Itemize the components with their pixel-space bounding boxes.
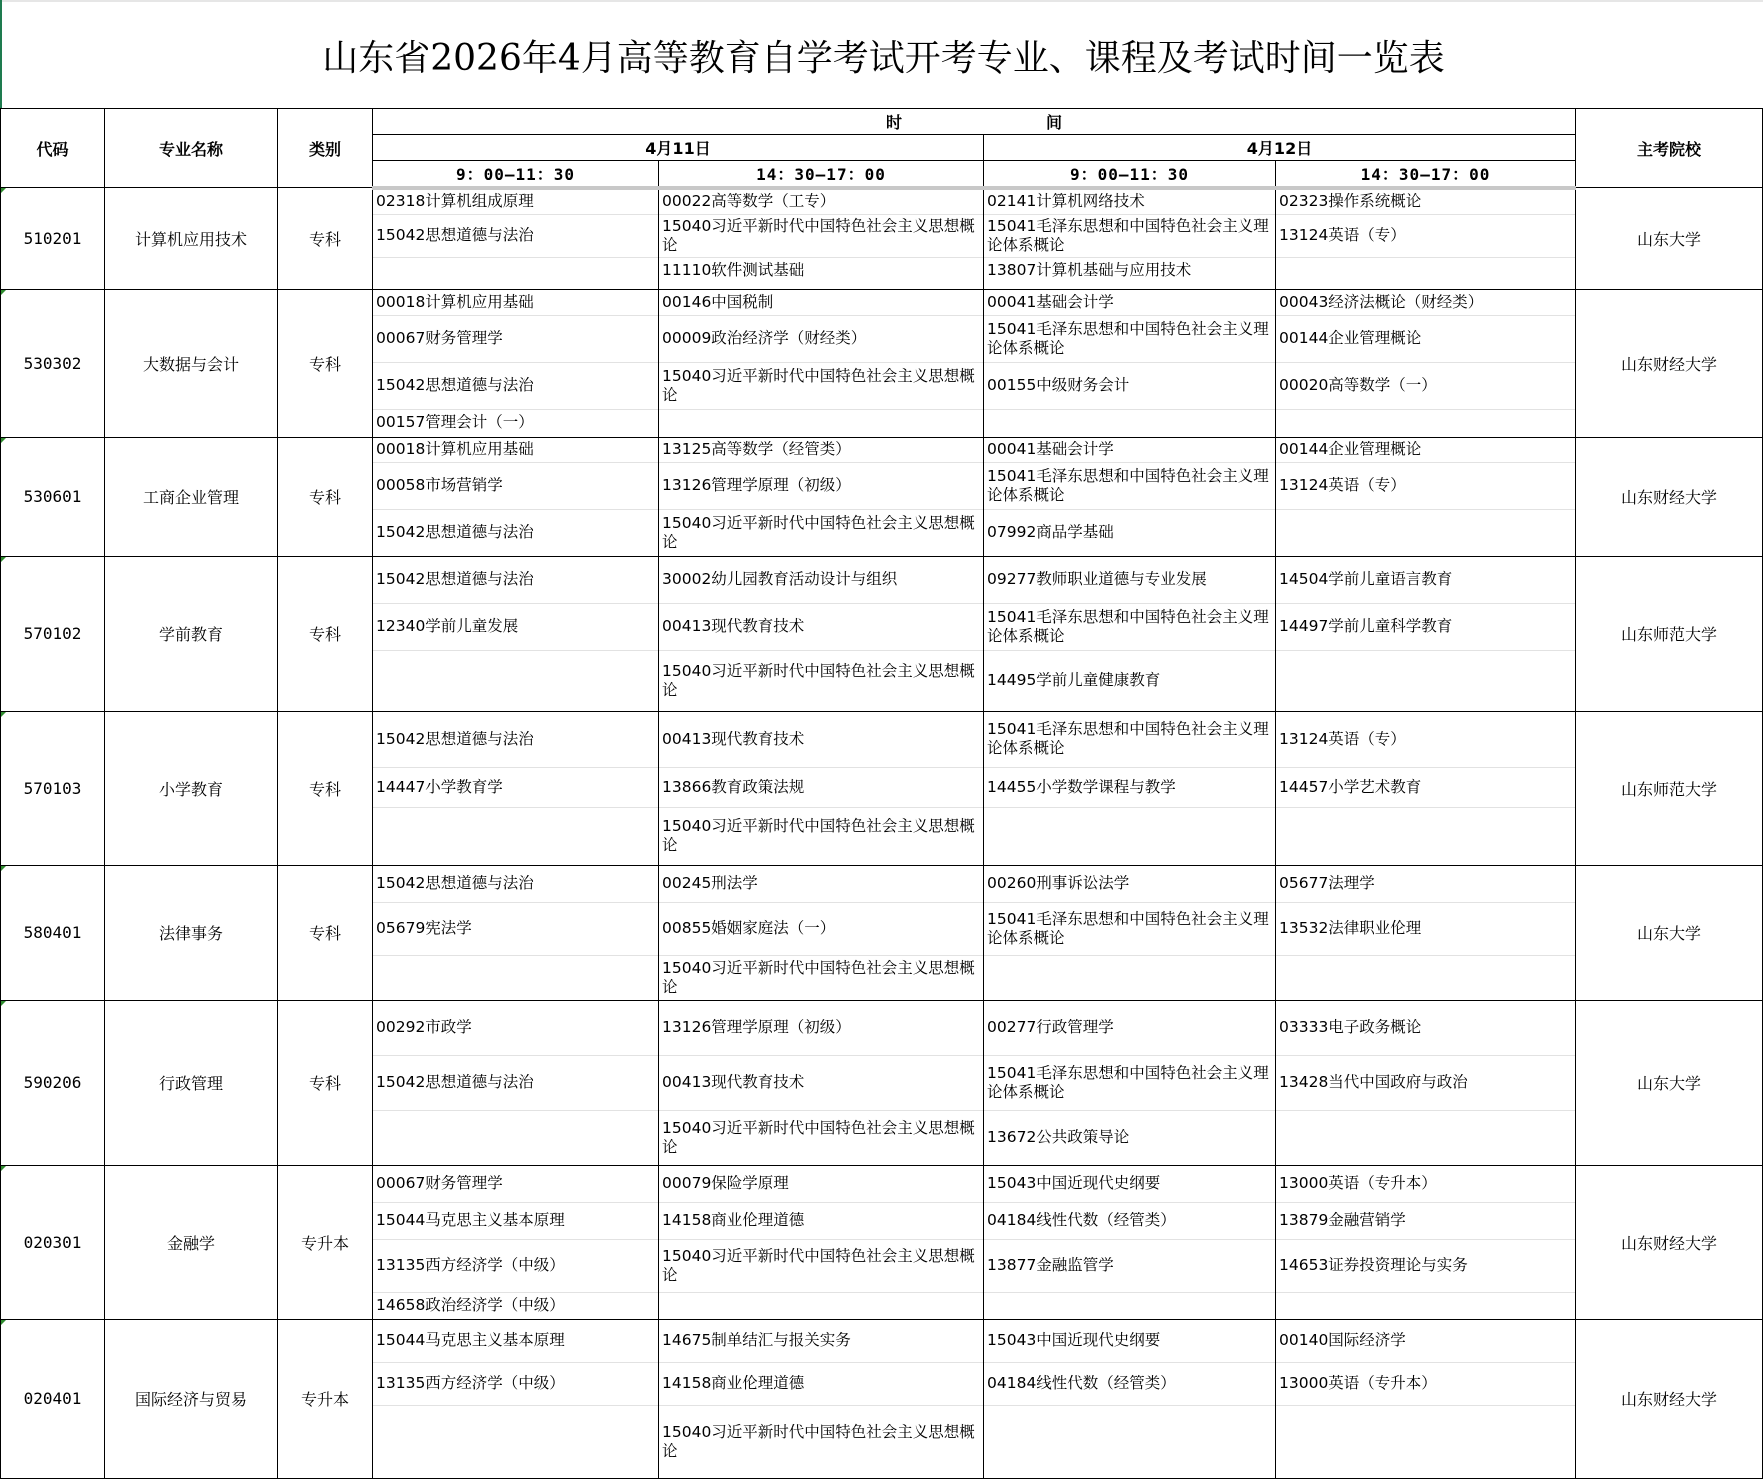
course-item: 13879金融营销学 bbox=[1276, 1203, 1575, 1240]
course-item: 09277教师职业道德与专业发展 bbox=[984, 557, 1275, 604]
course-list bbox=[373, 1320, 658, 1478]
slot-cell-apr12-pm bbox=[1276, 556, 1576, 711]
course-item: 13125高等数学（经管类） bbox=[659, 438, 983, 463]
slot-cell-apr11-pm bbox=[659, 1319, 984, 1478]
table-row bbox=[1, 188, 1763, 290]
course-item: 15040习近平新时代中国特色社会主义思想概论 bbox=[662, 816, 975, 854]
course-list bbox=[659, 1320, 983, 1478]
course-item: 02318计算机组成原理 bbox=[373, 190, 658, 215]
table-row bbox=[1, 865, 1763, 1000]
header-slot-apr12-am: 9：00—11：30 bbox=[984, 161, 1276, 188]
slot-cell-apr12-pm bbox=[1276, 188, 1576, 290]
course-list bbox=[373, 438, 658, 556]
major-category: 专科 bbox=[278, 188, 373, 290]
course-item: 15042思想道德与法治 bbox=[376, 523, 534, 541]
major-name: 金融学 bbox=[105, 1165, 278, 1319]
top-gridline bbox=[2, 0, 1763, 2]
course-item: 02323操作系统概论 bbox=[1276, 190, 1575, 215]
slot-cell-apr12-pm bbox=[1276, 1000, 1576, 1165]
course-item: 13866教育政策法规 bbox=[659, 768, 983, 808]
table-row bbox=[1, 556, 1763, 711]
course-item: 15042思想道德与法治 bbox=[373, 712, 658, 768]
major-name: 法律事务 bbox=[105, 865, 278, 1000]
course-item bbox=[373, 808, 658, 864]
exam-school: 山东师范大学 bbox=[1576, 556, 1763, 711]
course-list bbox=[373, 712, 658, 865]
course-item bbox=[373, 1111, 658, 1165]
course-item: 00144企业管理概论 bbox=[1276, 316, 1575, 363]
course-item: 00413现代教育技术 bbox=[659, 712, 983, 768]
course-item: 15042思想道德与法治 bbox=[373, 866, 658, 903]
exam-school: 山东大学 bbox=[1576, 188, 1763, 290]
exam-school: 山东大学 bbox=[1576, 865, 1763, 1000]
header-code: 代码 bbox=[1, 109, 105, 188]
course-item: 11110软件测试基础 bbox=[662, 260, 805, 279]
slot-cell-apr12-am bbox=[984, 1319, 1276, 1478]
major-name: 计算机应用技术 bbox=[105, 188, 278, 290]
course-item: 00020高等数学（一） bbox=[1276, 363, 1575, 410]
major-code: 510201 bbox=[1, 188, 105, 290]
slot-cell-apr11-am bbox=[373, 289, 659, 437]
course-list bbox=[1276, 1320, 1575, 1478]
slot-cell-apr11-am bbox=[373, 1319, 659, 1478]
course-item: 15041毛泽东思想和中国特色社会主义理论体系概论 bbox=[984, 215, 1275, 258]
major-name: 行政管理 bbox=[105, 1000, 278, 1165]
major-category: 专科 bbox=[278, 1000, 373, 1165]
major-code: 530601 bbox=[1, 437, 105, 556]
course-item: 02141计算机网络技术 bbox=[984, 190, 1275, 215]
course-item: 15044马克思主义基本原理 bbox=[373, 1320, 658, 1363]
course-item: 30002幼儿园教育活动设计与组织 bbox=[659, 557, 983, 604]
course-list bbox=[1276, 290, 1575, 437]
course-list bbox=[373, 190, 658, 289]
header-time: 时 间 bbox=[373, 109, 1576, 135]
course-item: 00041基础会计学 bbox=[984, 290, 1275, 316]
course-item bbox=[1276, 956, 1575, 1000]
course-item: 15042思想道德与法治 bbox=[373, 1056, 658, 1111]
course-list bbox=[659, 712, 983, 865]
slot-cell-apr12-pm bbox=[1276, 865, 1576, 1000]
slot-cell-apr11-am bbox=[373, 188, 659, 290]
slot-cell-apr12-pm bbox=[1276, 711, 1576, 865]
course-item: 15040习近平新时代中国特色社会主义思想概论 bbox=[662, 1422, 975, 1460]
course-item: 13807计算机基础与应用技术 bbox=[987, 260, 1192, 279]
slot-cell-apr11-pm bbox=[659, 1000, 984, 1165]
course-item: 00067财务管理学 bbox=[373, 1166, 658, 1203]
slot-cell-apr11-pm bbox=[659, 556, 984, 711]
course-list bbox=[984, 1166, 1275, 1319]
course-item: 13000英语（专升本） bbox=[1276, 1166, 1575, 1203]
course-item bbox=[1276, 1111, 1575, 1165]
course-list bbox=[984, 190, 1275, 289]
course-item: 00260刑事诉讼法学 bbox=[984, 866, 1275, 903]
course-list bbox=[373, 557, 658, 711]
slot-cell-apr12-pm bbox=[1276, 289, 1576, 437]
slot-cell-apr11-am bbox=[373, 865, 659, 1000]
course-item: 13124英语（专） bbox=[1276, 463, 1575, 510]
course-item bbox=[1276, 1293, 1575, 1319]
table-row bbox=[1, 289, 1763, 437]
major-name: 大数据与会计 bbox=[105, 289, 278, 437]
major-category: 专科 bbox=[278, 865, 373, 1000]
course-item bbox=[373, 651, 658, 711]
course-item: 15041毛泽东思想和中国特色社会主义理论体系概论 bbox=[984, 903, 1275, 956]
course-list bbox=[984, 712, 1275, 865]
course-list bbox=[984, 557, 1275, 711]
course-item: 14497学前儿童科学教育 bbox=[1276, 604, 1575, 651]
slot-cell-apr11-pm bbox=[659, 1165, 984, 1319]
slot-cell-apr12-am bbox=[984, 1000, 1276, 1165]
course-list bbox=[984, 1001, 1275, 1165]
course-item: 05679宪法学 bbox=[373, 903, 658, 956]
course-item: 15042思想道德与法治 bbox=[373, 557, 658, 604]
slot-cell-apr11-am bbox=[373, 1000, 659, 1165]
course-list bbox=[984, 438, 1275, 556]
page-title: 山东省2026年4月高等教育自学考试开考专业、课程及考试时间一览表 bbox=[322, 38, 1445, 79]
course-item: 14495学前儿童健康教育 bbox=[987, 671, 1161, 689]
course-item: 13877金融监管学 bbox=[984, 1240, 1275, 1293]
course-item bbox=[373, 1406, 658, 1478]
course-item: 13126管理学原理（初级） bbox=[659, 463, 983, 510]
course-item: 00043经济法概论（财经类） bbox=[1276, 290, 1575, 316]
course-list bbox=[373, 1166, 658, 1319]
course-item: 13532法律职业伦理 bbox=[1276, 903, 1575, 956]
slot-cell-apr11-pm bbox=[659, 711, 984, 865]
major-category: 专科 bbox=[278, 437, 373, 556]
course-item: 13428当代中国政府与政治 bbox=[1276, 1056, 1575, 1111]
course-item: 13135西方经济学（中级） bbox=[373, 1240, 658, 1293]
course-list bbox=[1276, 438, 1575, 556]
slot-cell-apr12-am bbox=[984, 1165, 1276, 1319]
course-item bbox=[984, 808, 1275, 864]
course-item: 13124英语（专） bbox=[1276, 712, 1575, 768]
exam-school: 山东财经大学 bbox=[1576, 289, 1763, 437]
major-code: 530302 bbox=[1, 289, 105, 437]
slot-cell-apr12-pm bbox=[1276, 1165, 1576, 1319]
schedule-body bbox=[1, 188, 1763, 1479]
course-list bbox=[984, 290, 1275, 437]
course-item: 14457小学艺术教育 bbox=[1276, 768, 1575, 808]
course-item: 00140国际经济学 bbox=[1276, 1320, 1575, 1363]
course-item bbox=[984, 410, 1275, 435]
slot-cell-apr12-am bbox=[984, 188, 1276, 290]
course-list bbox=[659, 866, 983, 1000]
course-item: 13672公共政策导论 bbox=[987, 1128, 1130, 1146]
course-list bbox=[659, 290, 983, 437]
course-list bbox=[659, 190, 983, 289]
major-category: 专科 bbox=[278, 556, 373, 711]
slot-cell-apr11-pm bbox=[659, 865, 984, 1000]
course-item: 00245刑法学 bbox=[659, 866, 983, 903]
course-list bbox=[659, 438, 983, 556]
course-list bbox=[659, 1001, 983, 1165]
course-item: 05677法理学 bbox=[1276, 866, 1575, 903]
title-area bbox=[0, 0, 1763, 108]
slot-cell-apr11-am bbox=[373, 437, 659, 556]
course-item: 15042思想道德与法治 bbox=[373, 363, 658, 410]
major-name: 国际经济与贸易 bbox=[105, 1319, 278, 1478]
course-item: 00009政治经济学（财经类） bbox=[659, 316, 983, 363]
course-item bbox=[373, 956, 658, 1000]
exam-school: 山东财经大学 bbox=[1576, 1319, 1763, 1478]
major-code: 570103 bbox=[1, 711, 105, 865]
course-item: 00146中国税制 bbox=[659, 290, 983, 316]
course-item bbox=[1276, 258, 1575, 283]
course-list bbox=[1276, 190, 1575, 289]
header-school: 主考院校 bbox=[1576, 109, 1763, 188]
course-item: 00079保险学原理 bbox=[659, 1166, 983, 1203]
course-item: 14158商业伦理道德 bbox=[659, 1363, 983, 1406]
course-item: 00855婚姻家庭法（一） bbox=[659, 903, 983, 956]
course-item: 14504学前儿童语言教育 bbox=[1276, 557, 1575, 604]
course-item: 15041毛泽东思想和中国特色社会主义理论体系概论 bbox=[984, 712, 1275, 768]
slot-cell-apr12-pm bbox=[1276, 1319, 1576, 1478]
slot-cell-apr11-am bbox=[373, 556, 659, 711]
course-item bbox=[373, 258, 658, 283]
major-code: 570102 bbox=[1, 556, 105, 711]
course-item: 15042思想道德与法治 bbox=[373, 215, 658, 258]
course-item: 15043中国近现代史纲要 bbox=[984, 1166, 1275, 1203]
major-code: 590206 bbox=[1, 1000, 105, 1165]
course-list bbox=[1276, 1001, 1575, 1165]
exam-school: 山东财经大学 bbox=[1576, 1165, 1763, 1319]
course-item: 00144企业管理概论 bbox=[1276, 438, 1575, 463]
course-item: 15043中国近现代史纲要 bbox=[984, 1320, 1275, 1363]
course-list bbox=[1276, 557, 1575, 711]
course-list bbox=[659, 1166, 983, 1319]
table-row bbox=[1, 437, 1763, 556]
exam-school: 山东师范大学 bbox=[1576, 711, 1763, 865]
course-item: 00292市政学 bbox=[373, 1001, 658, 1056]
major-category: 专科 bbox=[278, 289, 373, 437]
course-list bbox=[984, 866, 1275, 1000]
course-item bbox=[659, 410, 983, 435]
course-item: 03333电子政务概论 bbox=[1276, 1001, 1575, 1056]
course-item: 13126管理学原理（初级） bbox=[659, 1001, 983, 1056]
course-item: 13000英语（专升本） bbox=[1276, 1363, 1575, 1406]
course-item: 15044马克思主义基本原理 bbox=[373, 1203, 658, 1240]
header-date-apr11: 4月11日 bbox=[373, 135, 984, 161]
table-row bbox=[1, 711, 1763, 865]
course-item: 00041基础会计学 bbox=[984, 438, 1275, 463]
slot-cell-apr11-pm bbox=[659, 289, 984, 437]
course-list bbox=[1276, 712, 1575, 865]
major-name: 小学教育 bbox=[105, 711, 278, 865]
course-item bbox=[1276, 510, 1575, 556]
course-list bbox=[373, 1001, 658, 1165]
course-item: 00413现代教育技术 bbox=[659, 1056, 983, 1111]
header-category: 类别 bbox=[278, 109, 373, 188]
slot-cell-apr12-am bbox=[984, 289, 1276, 437]
course-item: 14447小学教育学 bbox=[373, 768, 658, 808]
course-item bbox=[984, 1406, 1275, 1478]
major-name: 工商企业管理 bbox=[105, 437, 278, 556]
course-item: 15041毛泽东思想和中国特色社会主义理论体系概论 bbox=[984, 463, 1275, 510]
course-item: 14658政治经济学（中级） bbox=[376, 1296, 565, 1314]
course-item bbox=[984, 1293, 1275, 1319]
course-item bbox=[1276, 1406, 1575, 1478]
course-item: 15040习近平新时代中国特色社会主义思想概论 bbox=[659, 1240, 983, 1293]
course-item: 14653证券投资理论与实务 bbox=[1276, 1240, 1575, 1293]
slot-cell-apr11-am bbox=[373, 1165, 659, 1319]
slot-cell-apr11-pm bbox=[659, 188, 984, 290]
course-list bbox=[1276, 1166, 1575, 1319]
major-code: 580401 bbox=[1, 865, 105, 1000]
exam-school: 山东财经大学 bbox=[1576, 437, 1763, 556]
major-code: 020401 bbox=[1, 1319, 105, 1478]
course-item: 15040习近平新时代中国特色社会主义思想概论 bbox=[659, 363, 983, 410]
course-item: 00018计算机应用基础 bbox=[373, 438, 658, 463]
course-item: 07992商品学基础 bbox=[987, 523, 1114, 541]
course-item: 04184线性代数（经管类） bbox=[984, 1203, 1275, 1240]
course-item: 14158商业伦理道德 bbox=[659, 1203, 983, 1240]
slot-cell-apr11-pm bbox=[659, 437, 984, 556]
course-item: 04184线性代数（经管类） bbox=[984, 1363, 1275, 1406]
header-slot-apr11-pm: 14：30—17：00 bbox=[659, 161, 984, 188]
course-item: 00277行政管理学 bbox=[984, 1001, 1275, 1056]
course-item: 00157管理会计（一） bbox=[376, 412, 534, 431]
major-name: 学前教育 bbox=[105, 556, 278, 711]
slot-cell-apr11-am bbox=[373, 711, 659, 865]
course-list bbox=[1276, 866, 1575, 1000]
course-list bbox=[373, 290, 658, 437]
course-item bbox=[659, 1293, 983, 1319]
course-item: 12340学前儿童发展 bbox=[373, 604, 658, 651]
course-list bbox=[659, 557, 983, 711]
course-item: 14455小学数学课程与教学 bbox=[984, 768, 1275, 808]
slot-cell-apr12-pm bbox=[1276, 437, 1576, 556]
major-code: 020301 bbox=[1, 1165, 105, 1319]
header-major: 专业名称 bbox=[105, 109, 278, 188]
slot-cell-apr12-am bbox=[984, 865, 1276, 1000]
course-item: 00155中级财务会计 bbox=[984, 363, 1275, 410]
course-item bbox=[1276, 651, 1575, 711]
course-item: 15040习近平新时代中国特色社会主义思想概论 bbox=[662, 958, 975, 996]
header-slot-apr11-am: 9：00—11：30 bbox=[373, 161, 659, 188]
table-row bbox=[1, 1000, 1763, 1165]
course-item: 00413现代教育技术 bbox=[659, 604, 983, 651]
exam-school: 山东大学 bbox=[1576, 1000, 1763, 1165]
course-item: 00022高等数学（工专） bbox=[659, 190, 983, 215]
slot-cell-apr12-am bbox=[984, 556, 1276, 711]
course-item: 14675制单结汇与报关实务 bbox=[659, 1320, 983, 1363]
course-item bbox=[1276, 808, 1575, 864]
slot-cell-apr12-am bbox=[984, 711, 1276, 865]
course-item bbox=[1276, 410, 1575, 435]
course-item: 15040习近平新时代中国特色社会主义思想概论 bbox=[662, 513, 975, 551]
slot-cell-apr12-am bbox=[984, 437, 1276, 556]
course-item: 15041毛泽东思想和中国特色社会主义理论体系概论 bbox=[984, 316, 1275, 363]
course-item: 00067财务管理学 bbox=[373, 316, 658, 363]
course-item: 15040习近平新时代中国特色社会主义思想概论 bbox=[662, 661, 975, 699]
major-category: 专升本 bbox=[278, 1165, 373, 1319]
course-item: 15040习近平新时代中国特色社会主义思想概论 bbox=[659, 215, 983, 258]
major-category: 专科 bbox=[278, 711, 373, 865]
course-item: 00018计算机应用基础 bbox=[373, 290, 658, 316]
course-list bbox=[984, 1320, 1275, 1478]
schedule-table bbox=[0, 108, 1763, 1479]
header-slot-apr12-pm: 14：30—17：00 bbox=[1276, 161, 1576, 188]
course-item: 15040习近平新时代中国特色社会主义思想概论 bbox=[662, 1118, 975, 1156]
course-list bbox=[373, 866, 658, 1000]
header-date-apr12: 4月12日 bbox=[984, 135, 1576, 161]
course-item bbox=[984, 956, 1275, 1000]
course-item: 13124英语（专） bbox=[1276, 215, 1575, 258]
table-row bbox=[1, 1319, 1763, 1478]
table-row bbox=[1, 1165, 1763, 1319]
major-category: 专升本 bbox=[278, 1319, 373, 1478]
course-item: 15041毛泽东思想和中国特色社会主义理论体系概论 bbox=[984, 604, 1275, 651]
course-item: 15041毛泽东思想和中国特色社会主义理论体系概论 bbox=[984, 1056, 1275, 1111]
course-item: 00058市场营销学 bbox=[373, 463, 658, 510]
course-item: 13135西方经济学（中级） bbox=[373, 1363, 658, 1406]
